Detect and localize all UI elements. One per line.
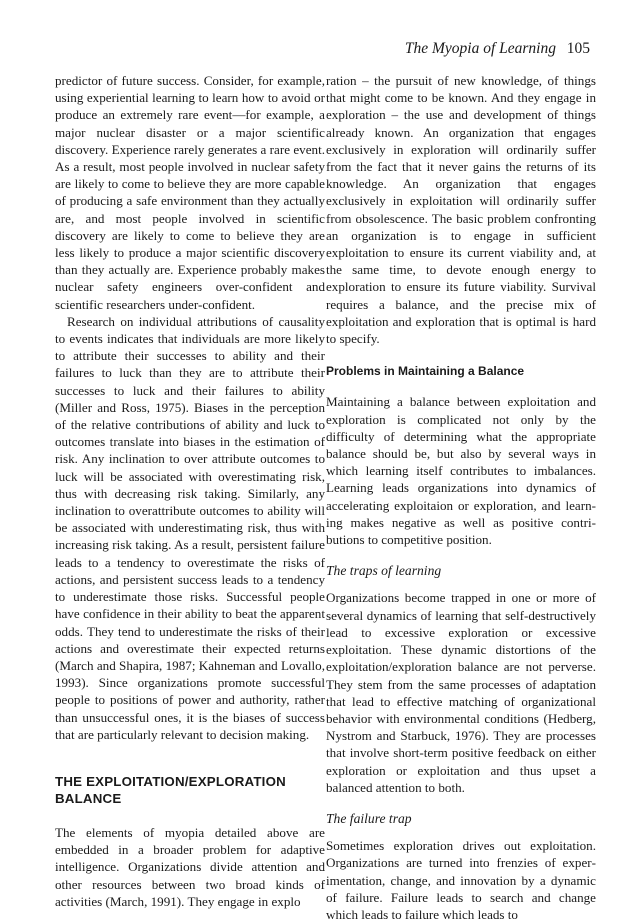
paragraph: ration – the pursuit of new knowledge, of things that might come to be known. And they engage in exploration – the use and development of things already known. An organization that engages exclusively in exploration will ordinarily suffer from the fact that it never gains the returns of its knowledge. An organization that engages exclusively in exploitation will ordinarily suffer from obsolescence. The basic problem confronting an organization is to engage in sufficient exploitation to ensure its current viability and, at the same time, to devote enough energy to exploration to ensure its future viability. Survival requires a balance, and the precise mix of exploitation and exploration that is optimal is hard to specify.: [326, 73, 596, 347]
paragraph: The elements of myopia detailed above are embedded in a broader problem for adaptive intelligence. Organizations divide attention and other resources between two broad kinds of activities (March, 1991). They engage in explo: [55, 824, 325, 909]
subsection-heading: Problems in Maintaining a Balance: [326, 364, 525, 379]
paragraph: Maintaining a balance between exploitation and exploration is complicated not only by the difficulty of determining what the appropriate balance should be, but also by several ways in which learning itself contributes to imbalances. Learning leads organizations into dynamics of accelerating exploitaion or exploration, and learning makes negative as well as positive contributions to competitive position.: [326, 394, 596, 548]
subsubsection-heading: The failure trap: [326, 810, 412, 826]
paragraph: Research on individual attributions of causality to events indicates that individuals are more likely to attribute their successes to ability and their failures to luck than they are to attribute their successes to luck and their failures to ability (Miller and Ross, 1975). Biases in the perception of the relative contributions of ability and luck to outcomes translate into biases in the estimation of risk. Any inclination to over attribute outcomes to luck will be associated with overestimating risk, thus with decreasing risk taking. Similarly, any inclination to overattribute outcomes to ability will be associated with underestimating risk, thus with increasing risk taking. As a result, persistent failure leads to a tendency to overestimate the risks of actions, and persistent success leads to a tendency to underestimate those risks. Successful people have confidence in their ability to beat the apparent odds. They tend to underestimate the risks of their actions and overestimate their expected returns (March and Shapira, 1987; Kahneman and Lovallo, 1993). Since organizations promote successful people to positions of power and authority, rather than unsuccessful ones, it is the biases of success that are particularly relevant to decision making.: [55, 313, 325, 742]
right-column: [326, 72, 596, 923]
paragraph: Sometimes exploration drives out exploitation. Organizations are turned into frenzies of experimentation, change, and innovation by a dynamic of failure. Failure leads to search and change which leads to failure which leads to: [326, 838, 596, 922]
subsubsection-heading: The traps of learning: [326, 563, 442, 579]
running-title: The Myopia of Learning: [404, 40, 556, 57]
paragraph: Organizations become trapped in one or more of several dynamics of learning that self-destructively lead to excessive exploration or excessive exploitation. These dynamic distortions of the exploitation/exploration balance are not perverse. They stem from the same processes of adaptation that lead to effective matching of organizational behavior with environmental conditions (Hedberg, Nystrom and Starbuck, 1976). They are processes that involve short-term positive feedback on either exploration or exploitation and thus upset a balanced attention to both.: [326, 590, 596, 795]
page-number: 105: [566, 40, 590, 57]
left-column: [55, 72, 325, 910]
page-header: [0, 40, 638, 60]
section-heading: THE EXPLOITATION/EXPLORATION BALANCE: [55, 773, 286, 806]
paragraph: predictor of future success. Consider, for example, using experiential learning to learn how to avoid or produce an extremely rare event—for example, a major nuclear disaster or a major scientific discovery. Experience rarely generates a rare event. As a result, most people involved in nuclear safety are likely to come to believe they are more capable of producing a safe environment than they actually are, and most people involved in scientific discovery are likely to come to believe they are less likely to produce a major scientific discovery than they actually are. Experience probably makes nuclear safety engineers over-confident and scientific researchers under-confident.: [55, 73, 325, 312]
